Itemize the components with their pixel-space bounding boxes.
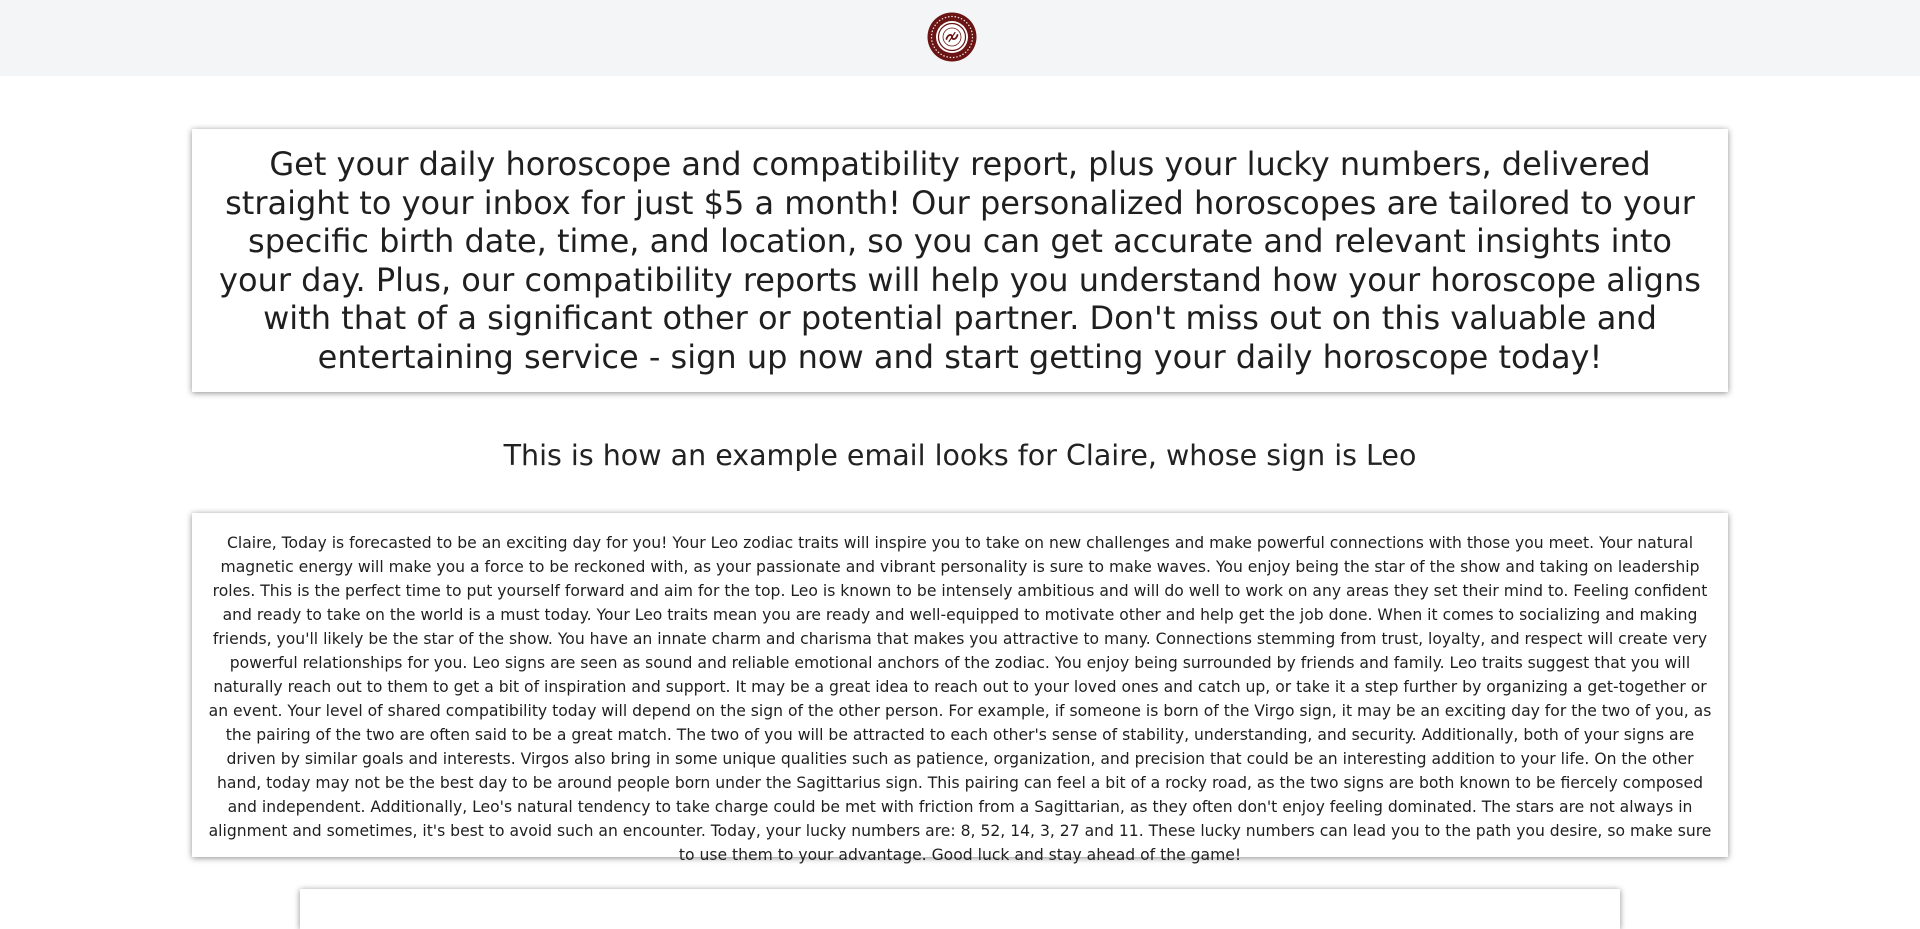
next-section-card bbox=[300, 889, 1620, 929]
example-email-card bbox=[192, 513, 1728, 864]
example-email-body: Claire, Today is forecasted to be an exciting day for you! Your Leo zodiac traits will inspire you to take on new challenges and make powerful connections with those you meet. Your natural magnetic energy will make you a force to be reckoned with, as your passionate and vibrant personality is sure to make waves. You enjoy being the star of the show and taking on leadership roles. This is the perfect time to put yourself forward and aim for the top. Leo is known to be intensely ambitious and will do well to work on any areas they set their mind to. Feeling confident and ready to take on the world is a must today. Your Leo traits mean you are ready and well-equipped to motivate other and help get the job done. When it comes to socializing and making friends, you'll likely be the star of the show. You have an innate charm and charisma that makes you attractive to many. Connections stemming from trust, loyalty, and respect will create very powerful relationships for you. Leo signs are seen as sound and reliable emotional anchors of the zodiac. You enjoy being surrounded by friends and family. Leo traits suggest that you will naturally reach out to them to get a bit of inspiration and support. It may be a great idea to reach out to your loved ones and catch up, or take it a step further by organizing a get-together or an event. Your level of shared compatibility today will depend on the sign of the other person. For example, if someone is born of the Virgo sign, it may be an exciting day for the two of you, as the pairing of the two are often said to be a great match. The two of you will be attracted to each other's sense of stability, understanding, and security. Additionally, both of your signs are driven by similar goals and interests. Virgos also bring in some unique qualities such as patience, organization, and precision that could be an interesting addition to your life. On the other hand, today may not be the best day to be around people born under the Sagittarius sign. This pairing can feel a bit of a rocky road, as the two signs are both known to be fiercely composed and independent. Additionally, Leo's natural tendency to take charge could be met with friction from a Sagittarian, as they often don't enjoy feeling dominated. The stars are not always in alignment and sometimes, it's best to avoid such an encounter. Today, your lucky numbers are: 8, 52, 14, 3, 27 and 11. These lucky numbers can lead you to the path you desire, so make sure to use them to your advantage. Good luck and stay ahead of the game! bbox=[208, 534, 1712, 864]
promo-text: Get your daily horoscope and compatibility report, plus your lucky numbers, delivered straight to your inbox for just $5 a month! Our personalized horoscopes are tailored to your specific birth date, time, and location, so you can get accurate and relevant insights into your day. Plus, our compatibility reports will help you understand how your horoscope aligns with that of a significant other or potential partner. Don't miss out on this valuable and entertaining service - sign up now and start getting your daily horoscope today! bbox=[219, 145, 1701, 376]
zodiac-seal-logo-icon[interactable] bbox=[927, 12, 977, 62]
top-bar bbox=[0, 0, 1920, 76]
example-email-heading: This is how an example email looks for Claire, whose sign is Leo bbox=[503, 439, 1417, 472]
promo-card bbox=[192, 129, 1728, 392]
